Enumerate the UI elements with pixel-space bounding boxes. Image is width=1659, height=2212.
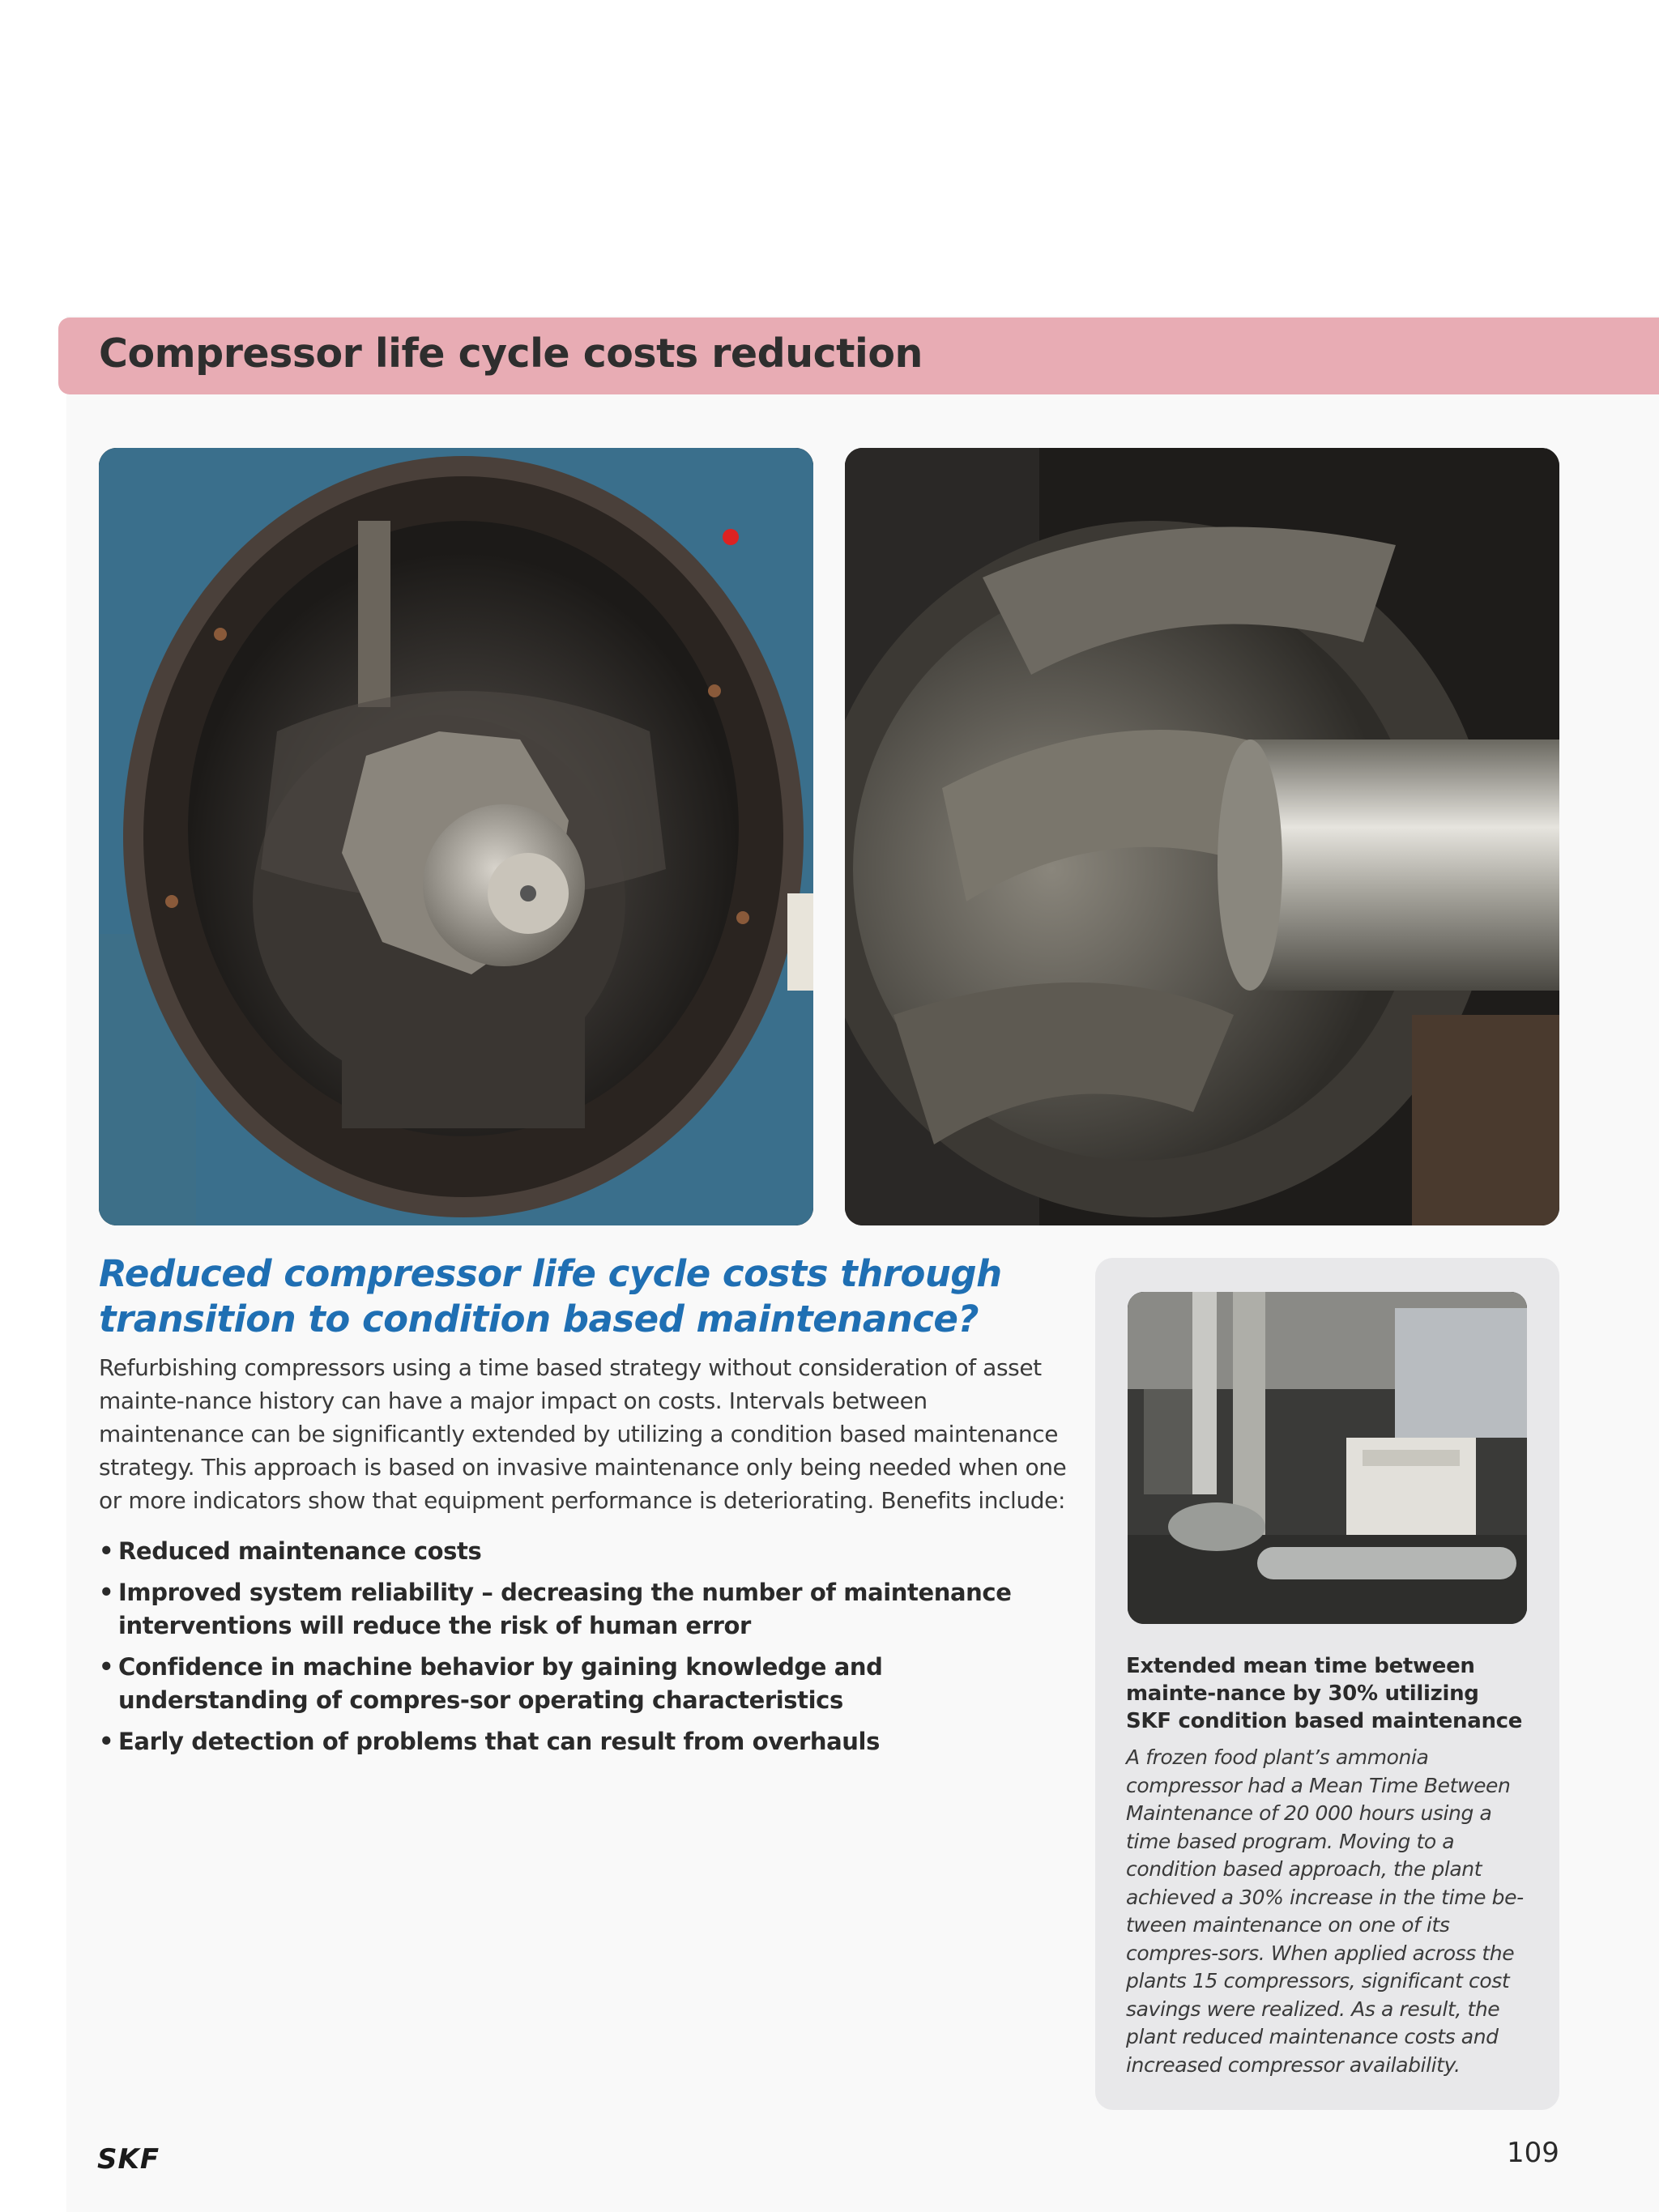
list-item: • Reduced maintenance costs — [99, 1535, 1071, 1568]
compressor-installation-photo — [1128, 1292, 1527, 1624]
benefits-list — [99, 1535, 1071, 1767]
list-item: • Confidence in machine behavior by gaining knowledge and understanding of compres-sor operating characteristics — [99, 1651, 1071, 1717]
compressor-housing-photo — [99, 448, 813, 1225]
left-margin — [0, 316, 66, 2212]
list-item: • Improved system reliability – decreasing the number of maintenance interventions will reduce the risk of human error — [99, 1576, 1071, 1643]
sidebar-title: Extended mean time between mainte-nance by 30% utilizing SKF condition based maintenance — [1126, 1654, 1523, 1733]
article-heading: Reduced compressor life cycle costs through transition to condition based maintenance? — [99, 1252, 1002, 1340]
top-margin — [0, 0, 1659, 316]
skf-logo: SKF — [97, 2143, 160, 2176]
list-item: • Early detection of problems that can result from overhauls — [99, 1725, 1071, 1758]
page-number: 109 — [1507, 2137, 1559, 2169]
sidebar-body: A frozen food plant’s ammonia compressor had a Mean Time Between Maintenance of 20 000 hours using a time based program. Moving to a condition based approach, the plant achieved a 30% increase in the time be-tween maintenance on one of its compres-sors. When applied across the plants 15 compressors, significant cost savings were realized. As a result, the plant reduced maintenance costs and increased compressor availability. — [1126, 1745, 1524, 2077]
section-title: Compressor life cycle costs reduction — [99, 330, 923, 377]
screw-rotor-closeup-photo — [845, 448, 1559, 1225]
article-body: Refurbishing compressors using a time based strategy without consideration of asset mainte-nance history can have a major impact on costs. Intervals between maintenance can be significantly extended by utilizing a condition based maintenance strategy. This approach is based on invasive maintenance only being needed when one or more indicators show that equipment performance is deteriorating. Benefits include: — [99, 1354, 1067, 1514]
